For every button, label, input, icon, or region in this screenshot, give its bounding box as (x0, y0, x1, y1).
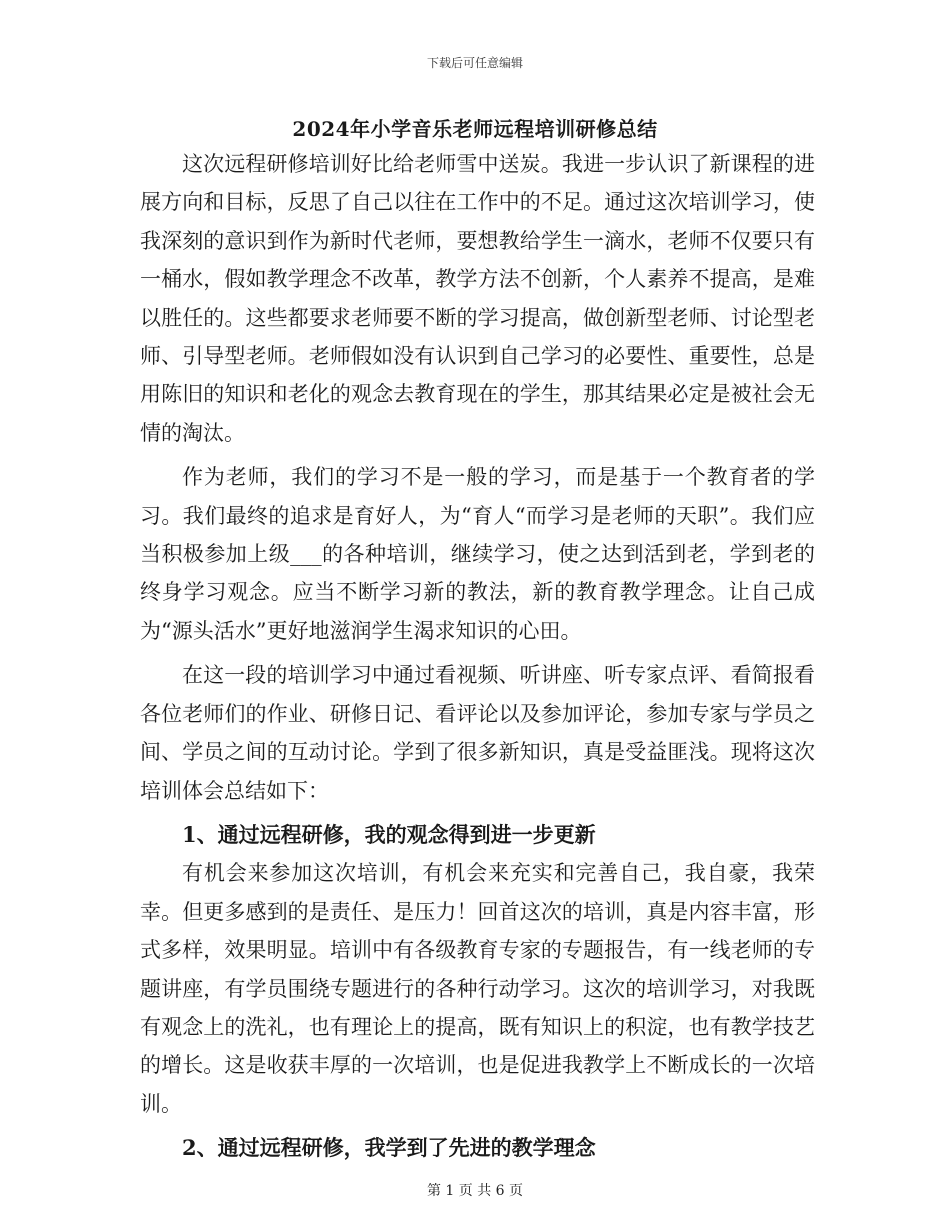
page-footer-number: 第 1 页 共 6 页 (426, 1183, 524, 1199)
section-heading-2: 2、通过远程研修，我学到了先进的教学理念 (182, 1135, 596, 1161)
paragraph-training-content: 在这一段的培训学习中通过看视频、听讲座、听专家点评、看简报看各位老师们的作业、研修日记、看评论以及参加评论，参加专家与学员之间、学员之间的互动讨论。学到了很多新知识，真是受益匪浅。现将这次培训体会总结如下： (140, 663, 815, 803)
document-title: 2024年小学音乐老师远程培训研修总结 (292, 117, 658, 141)
paragraph-intro: 这次远程研修培训好比给老师雪中送炭。我进一步认识了新课程的进展方向和目标，反思了自己以往在工作中的不足。通过这次培训学习，使我深刻的意识到作为新时代老师，要想教给学生一滴水，老师不仅要只有一桶水，假如教学理念不改革，教学方法不创新，个人素养不提高，是难以胜任的。这些都要求老师要不断的学习提高，做创新型老师、讨论型老师、引导型老师。老师假如没有认识到自己学习的必要性、重要性，总是用陈旧的知识和老化的观念去教育现在的学生，那其结果必定是被社会无情的淘汰。 (140, 152, 815, 445)
paragraph-teacher-learning: 作为老师，我们的学习不是一般的学习，而是基于一个教育者的学习。我们最终的追求是育好人，为“育人“而学习是老师的天职”。我们应当积极参加上级___的各种培训，继续学习，使之达到活到老，学到老的终身学习观念。应当不断学习新的教法，新的教育教学理念。让自己成为“源头活水”更好地滋润学生渴求知识的心田。 (140, 465, 815, 643)
page-header-note: 下载后可任意编辑 (426, 56, 523, 70)
section-heading-1: 1、通过远程研修，我的观念得到进一步更新 (182, 821, 596, 847)
document-body (140, 145, 815, 1168)
paragraph-section-1: 有机会来参加这次培训，有机会来充实和完善自己，我自豪，我荣幸。但更多感到的是责任、是压力！回首这次的培训，真是内容丰富，形式多样，效果明显。培训中有各级教育专家的专题报告，有一线老师的专题讲座，有学员围绕专题进行的各种行动学习。这次的培训学习，对我既有观念上的洗礼，也有理论上的提高，既有知识上的积淀，也有教学技艺的增长。这是收获丰厚的一次培训，也是促进我教学上不断成长的一次培训。 (140, 861, 815, 1116)
